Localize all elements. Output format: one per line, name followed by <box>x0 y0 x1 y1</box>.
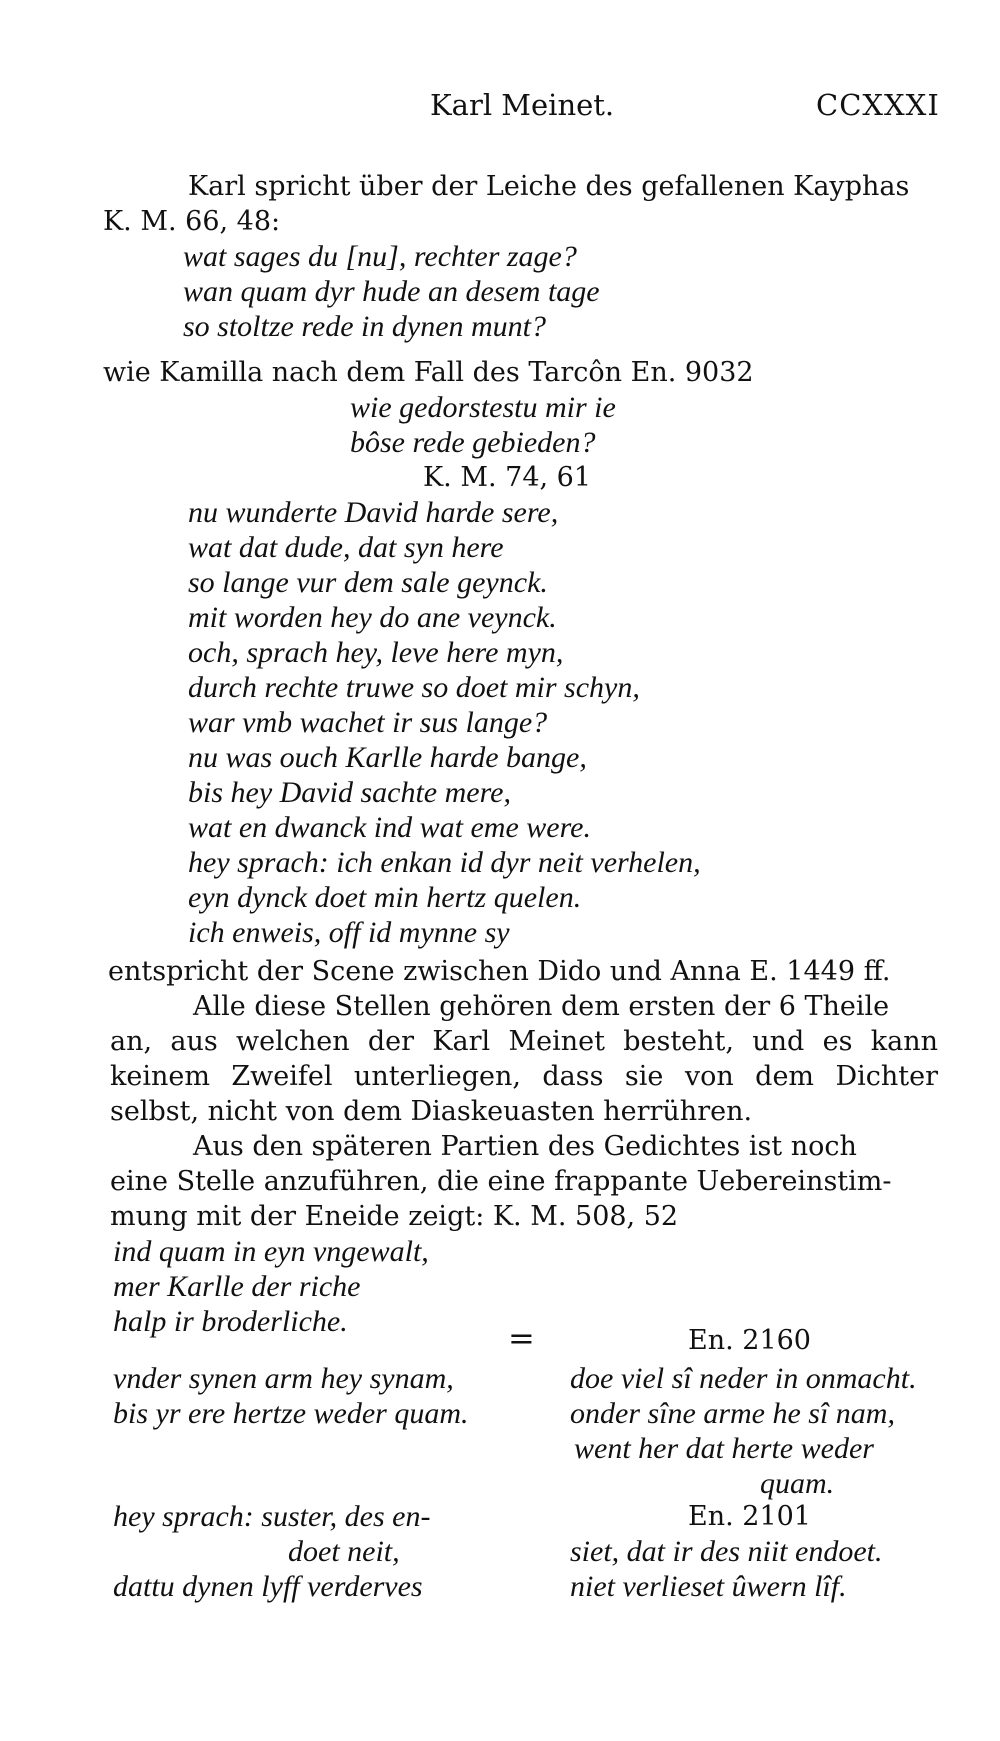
verse-line: ind quam in eyn vngewalt, <box>113 1235 429 1268</box>
right-verse-line: quam. <box>760 1467 835 1500</box>
text-line: eine Stelle anzuführen, die eine frappante Uebereinstim- <box>110 1166 892 1197</box>
text-line: Alle diese Stellen gehören dem ersten der 6 Theile <box>193 991 890 1022</box>
text-line: selbst, nicht von dem Diaskeuasten herrühren. <box>110 1096 753 1127</box>
reference-en-2160: En. 2160 <box>688 1325 811 1356</box>
text-line: an, aus welchen der Karl Meinet besteht, und es kann <box>110 1026 938 1057</box>
equals-sign: = <box>508 1319 535 1357</box>
verse-line: bôse rede gebieden? <box>350 426 596 459</box>
left-verse-line: dattu dynen lyff verderves <box>113 1570 423 1603</box>
right-verse-line: onder sîne arme he sî nam, <box>570 1397 895 1430</box>
text-line: Karl spricht über der Leiche des gefallenen Kayphas <box>188 171 910 202</box>
verse-line: hey sprach: ich enkan id dyr neit verhelen, <box>188 846 701 879</box>
left-verse-line: doet neit, <box>288 1535 400 1568</box>
verse-line: nu was ouch Karlle harde bange, <box>188 741 587 774</box>
right-verse-line: niet verlieset ûwern lîf. <box>570 1570 847 1603</box>
verse-line: och, sprach hey, leve here myn, <box>188 636 564 669</box>
text-line: K. M. 66, 48: <box>103 206 281 237</box>
verse-line: wat sages du [nu], rechter zage? <box>183 240 577 273</box>
verse-line: halp ir broderliche. <box>113 1305 348 1338</box>
verse-line: so stoltze rede in dynen munt? <box>183 310 547 343</box>
verse-line: wat en dwanck ind wat eme were. <box>188 811 591 844</box>
verse-line: wie gedorstestu mir ie <box>350 391 616 424</box>
left-verse-line: hey sprach: suster, des en- <box>113 1500 431 1533</box>
reference-en-2101: En. 2101 <box>688 1501 811 1532</box>
text-line: keinem Zweifel unterliegen, dass sie von dem Dichter <box>110 1061 938 1092</box>
right-verse-line: went her dat herte weder <box>574 1432 874 1465</box>
right-verse-line: siet, dat ir des niit endoet. <box>570 1535 883 1568</box>
verse-line: durch rechte truwe so doet mir schyn, <box>188 671 640 704</box>
page-number: CCXXXI <box>816 88 940 122</box>
verse-line: wat dat dude, dat syn here <box>188 531 504 564</box>
verse-line: wan quam dyr hude an desem tage <box>183 275 600 308</box>
text-line: Aus den späteren Partien des Gedichtes ist noch <box>193 1131 857 1162</box>
verse-line: mit worden hey do ane veynck. <box>188 601 557 634</box>
verse-line: so lange vur dem sale geynck. <box>188 566 548 599</box>
text-line: entspricht der Scene zwischen Dido und Anna E. 1449 ff. <box>108 956 891 987</box>
text-line: wie Kamilla nach dem Fall des Tarcôn En. 9032 <box>103 357 754 388</box>
verse-line: war vmb wachet ir sus lange? <box>188 706 548 739</box>
verse-line: ich enweis, off id mynne sy <box>188 916 510 949</box>
verse-line: bis hey David sachte mere, <box>188 776 511 809</box>
right-verse-line: doe viel sî neder in onmacht. <box>570 1362 917 1395</box>
verse-line: mer Karlle der riche <box>113 1270 361 1303</box>
text-line: mung mit der Eneide zeigt: K. M. 508, 52 <box>110 1201 679 1232</box>
running-title: Karl Meinet. <box>430 88 615 122</box>
verse-line: eyn dynck doet min hertz quelen. <box>188 881 582 914</box>
verse-line: nu wunderte David harde sere, <box>188 496 559 529</box>
text-line: K. M. 74, 61 <box>423 462 592 493</box>
left-verse-line: vnder synen arm hey synam, <box>113 1362 454 1395</box>
left-verse-line: bis yr ere hertze weder quam. <box>113 1397 469 1430</box>
